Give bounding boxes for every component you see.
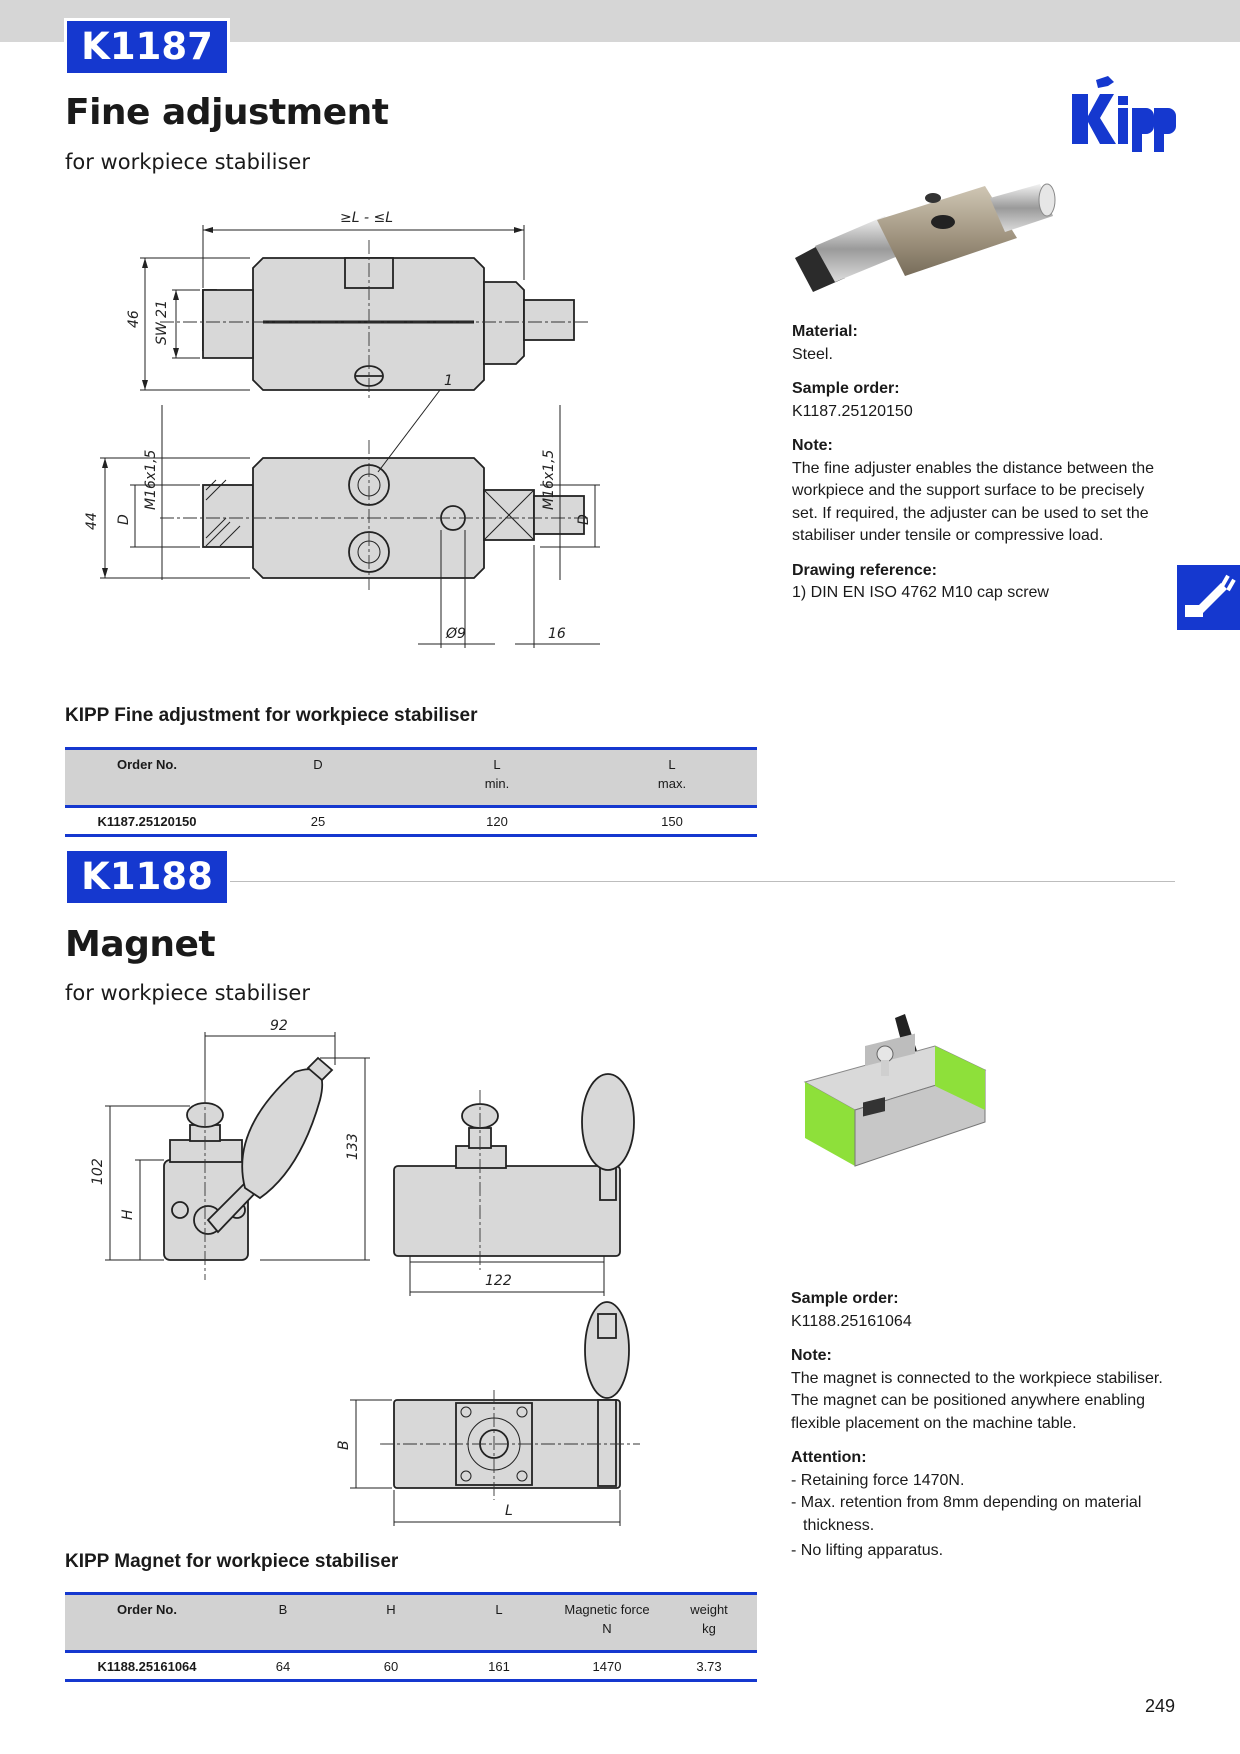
dim-133-label: 133 <box>345 1133 361 1160</box>
k1187-table <box>65 747 757 837</box>
magnet-sample-order-label: Sample order: <box>791 1290 899 1307</box>
table-row <box>65 1652 757 1681</box>
dim-l-label: L <box>505 1503 513 1519</box>
page-subtitle: for workpiece stabiliser <box>65 150 310 174</box>
dim-122-label: 122 <box>485 1273 512 1289</box>
cell-l-min: 120 <box>486 813 508 829</box>
table-header-row <box>65 749 757 807</box>
cell-magnetic-force: 1470 <box>592 1658 622 1674</box>
dim-d-right-label: D <box>576 514 592 525</box>
dim-16-label: 16 <box>548 626 566 642</box>
dim-102-label: 102 <box>90 1158 106 1185</box>
magnet-note-label: Note: <box>791 1347 832 1364</box>
dim-44-label: 44 <box>84 512 100 530</box>
magnet-side-body <box>394 1166 620 1256</box>
attention-label: Attention: <box>791 1449 867 1466</box>
k1187-info <box>792 321 1172 617</box>
col-l-min: L min. <box>484 757 510 791</box>
dim-h-label: H <box>120 1209 136 1220</box>
k1188-table-title: KIPP Magnet for workpiece stabiliser <box>65 1551 399 1572</box>
material-label: Material: <box>792 323 858 340</box>
section-subtitle-magnet: for workpiece stabiliser <box>65 981 310 1005</box>
clamp-tool-icon <box>1177 565 1240 630</box>
col-weight: weight kg <box>690 1602 728 1636</box>
dim-sw21-label: SW 21 <box>154 300 170 345</box>
kipp-logo <box>1068 74 1180 158</box>
k1187-table-title: KIPP Fine adjustment for workpiece stabiliser <box>65 705 478 726</box>
section-title-magnet: Magnet <box>65 924 216 965</box>
dim-b-label: B <box>336 1440 352 1450</box>
attention-item: - No lifting apparatus. <box>791 1542 944 1559</box>
cell-weight: 3.73 <box>696 1658 722 1674</box>
page-number: 249 <box>1145 1696 1176 1716</box>
left-shaft <box>203 290 253 358</box>
table-row <box>65 807 757 836</box>
right-hex <box>484 282 524 364</box>
magnet-sample-order-value: K1188.25161064 <box>791 1312 912 1330</box>
cell-h: 60 <box>383 1658 399 1674</box>
magnet-front-top <box>170 1140 242 1162</box>
col-h: H <box>386 1602 396 1617</box>
dim-m16-right-label: M16x1,5 <box>541 449 557 510</box>
table-header-row <box>65 1594 757 1652</box>
dim-m16-left-label: M16x1,5 <box>143 449 159 510</box>
magnet-note-value: The magnet is connected to the workpiece stabiliser. The magnet can be positioned anywhere enabling flexible placement on the machine table. <box>791 1369 1163 1432</box>
drawing-ref-value: 1) DIN EN ISO 4762 M10 cap screw <box>792 584 1049 601</box>
cell-b: 64 <box>275 1658 291 1674</box>
k1188-table <box>65 1592 757 1682</box>
fine-adjustment-photo <box>785 180 1065 315</box>
magnet-drawing <box>80 1010 680 1540</box>
note-value: The fine adjuster enables the distance between the workpiece and the support surface to be precisely set. If required, the adjuster can be used to set the stabiliser under tensile or compressive load. <box>792 459 1155 544</box>
cell-order-no: K1187.25120150 <box>97 813 197 829</box>
col-order-no: Order No. <box>117 1602 177 1617</box>
col-d: D <box>313 757 323 772</box>
dim-d-left-label: D <box>116 514 132 525</box>
magnet-photo <box>785 1010 1000 1170</box>
product-code-tab-k1188: K1188 <box>64 848 230 906</box>
cell-order-no: K1188.25161064 <box>97 1658 197 1674</box>
col-order-no: Order No. <box>117 757 177 772</box>
right-thread <box>524 300 574 340</box>
attention-item: - Retaining force 1470N. <box>791 1471 965 1489</box>
side-category-tab <box>1177 565 1240 630</box>
page-title: Fine adjustment <box>65 92 389 133</box>
cell-l: 161 <box>488 1658 510 1674</box>
dim-length-label: ≥L - ≤L <box>340 210 394 226</box>
sample-order-value: K1187.25120150 <box>792 402 913 420</box>
col-l: L <box>495 1602 503 1617</box>
cell-d: 25 <box>310 813 326 829</box>
ref-1-label: 1 <box>444 373 453 389</box>
k1188-info <box>791 1288 1171 1575</box>
attention-item: - Max. retention from 8mm depending on material thickness. <box>791 1494 1142 1534</box>
col-magnetic-force: Magnetic force N <box>564 1602 650 1636</box>
cell-l-max: 150 <box>661 813 683 829</box>
drawing-ref-label: Drawing reference: <box>792 561 937 579</box>
note-label: Note: <box>792 437 833 454</box>
col-b: B <box>278 1602 288 1617</box>
material-value: Steel. <box>792 345 833 363</box>
dim-dia9-label: Ø9 <box>446 626 466 642</box>
col-l-max: L max. <box>657 757 687 791</box>
dim-92-label: 92 <box>270 1018 288 1034</box>
product-code-tab: K1187 <box>64 18 230 76</box>
fine-adjustment-drawing <box>84 200 620 650</box>
section-divider <box>230 881 1175 882</box>
dim-46-label: 46 <box>126 310 142 328</box>
sample-order-label: Sample order: <box>792 380 900 397</box>
